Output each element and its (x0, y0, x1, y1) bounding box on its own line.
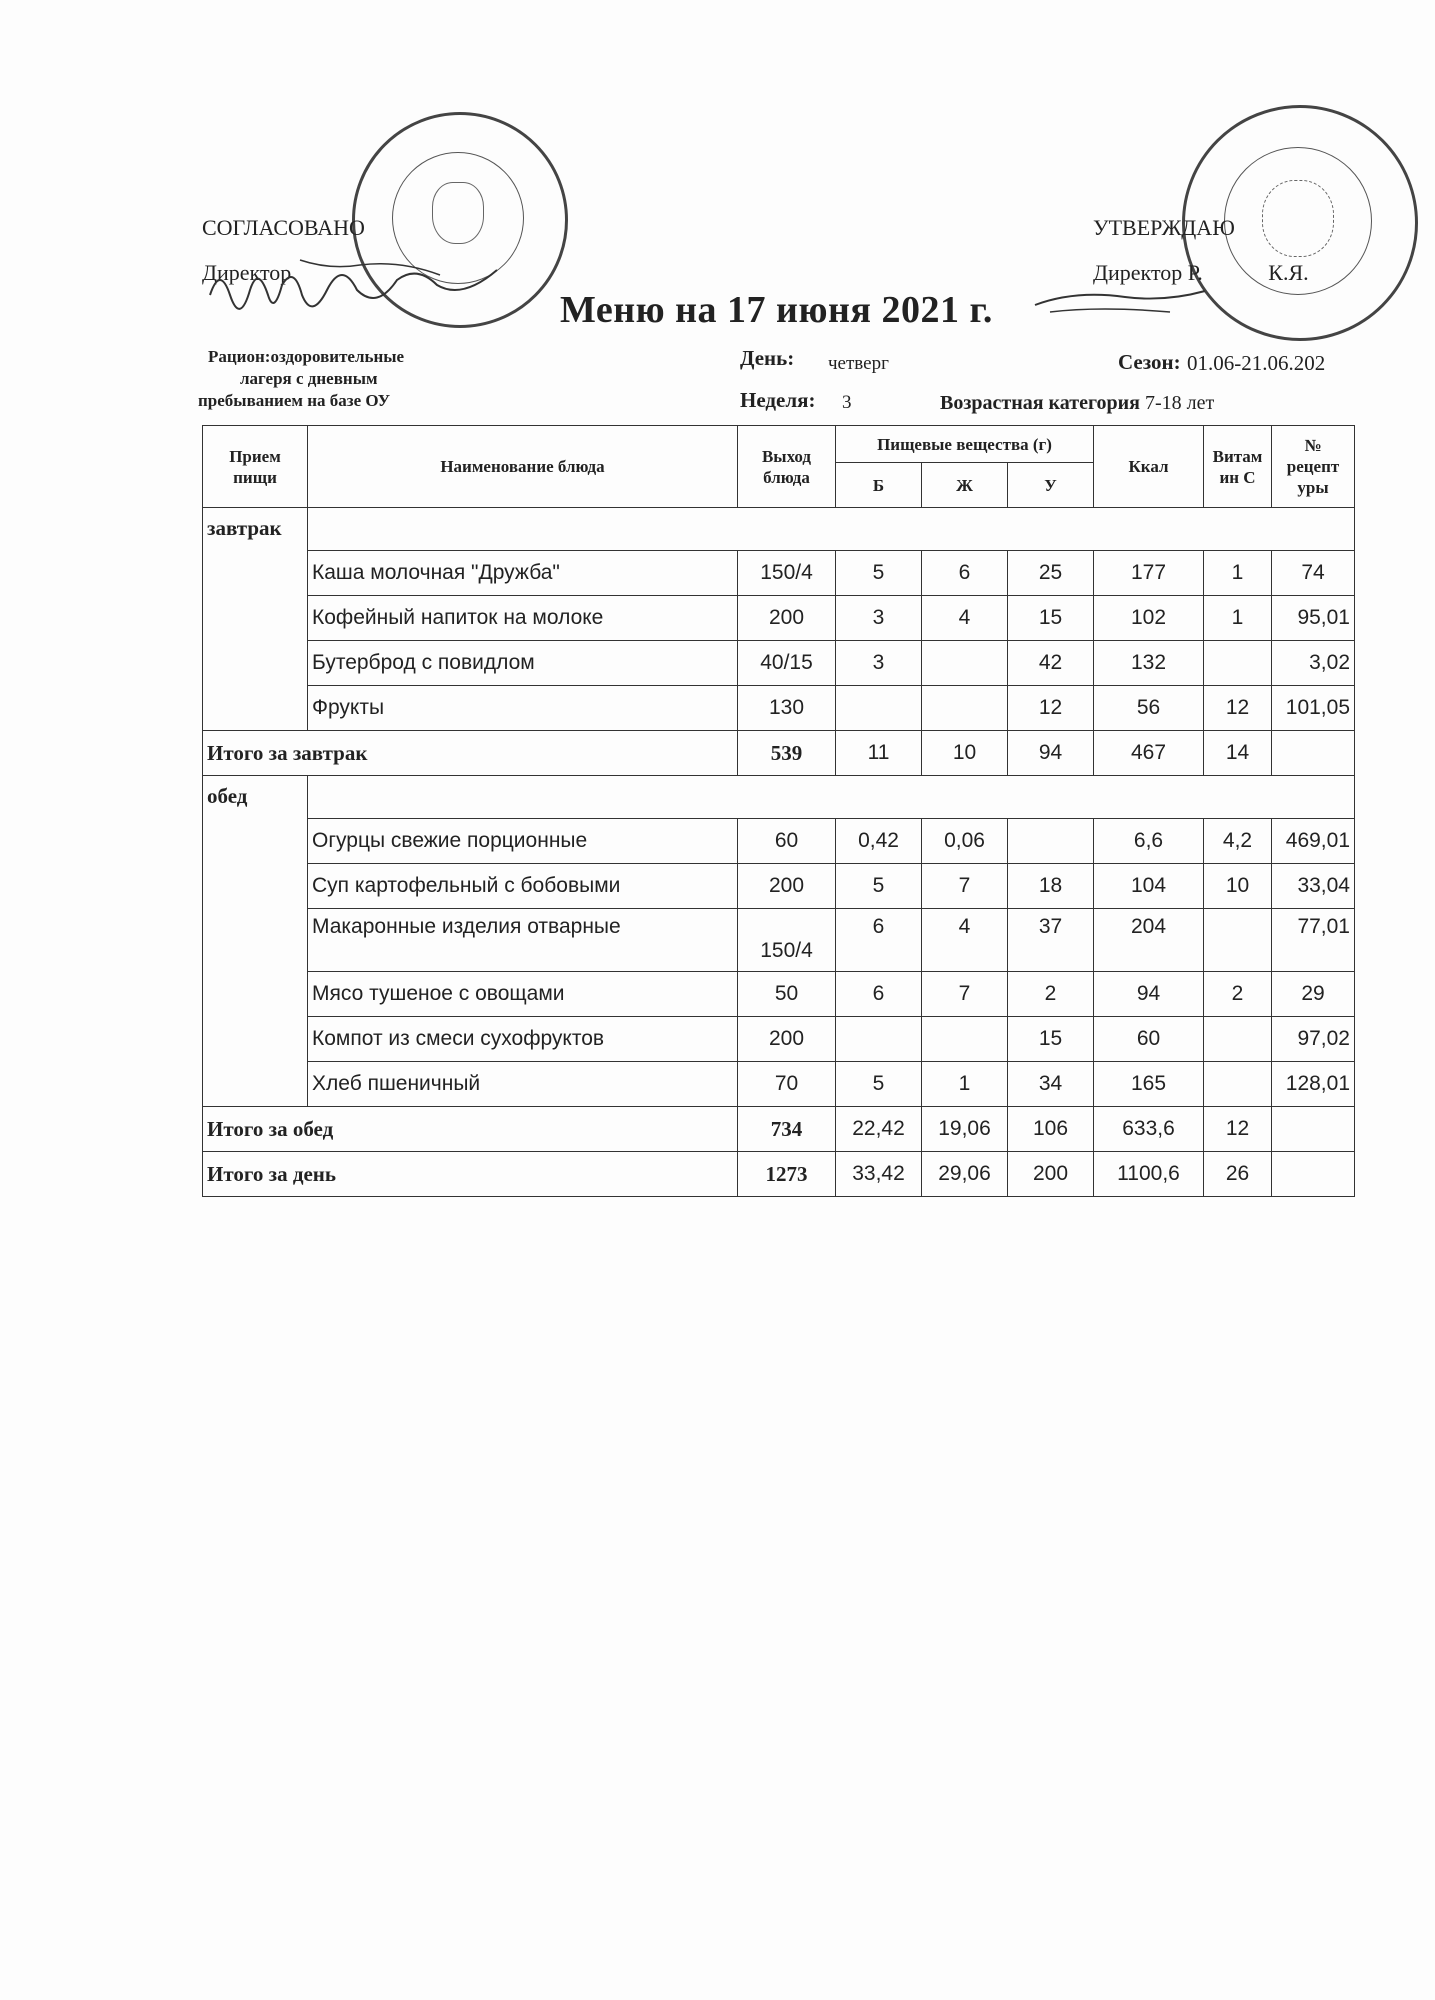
dish-output: 70 (738, 1062, 836, 1107)
total-kcal: 633,6 (1094, 1107, 1204, 1152)
table-row (203, 551, 1355, 596)
dish-output: 200 (738, 864, 836, 909)
dish-name: Кофейный напиток на молоке (308, 596, 738, 641)
dish-recipe: 3,02 (1272, 641, 1355, 686)
dish-recipe: 101,05 (1272, 686, 1355, 731)
dish-name: Бутерброд с повидлом (308, 641, 738, 686)
ration-value-1: оздоровительные (270, 347, 405, 366)
total-u: 106 (1008, 1107, 1094, 1152)
ration-line-3: пребыванием на базе ОУ (198, 391, 391, 410)
col-u: У (1008, 463, 1094, 508)
table-row (203, 972, 1355, 1017)
total-vitc: 12 (1204, 1107, 1272, 1152)
right-director-name: Р. (1187, 260, 1203, 285)
total-recipe (1272, 731, 1355, 776)
dish-zh: 0,06 (922, 819, 1008, 864)
dish-name: Компот из смеси сухофруктов (308, 1017, 738, 1062)
total-u: 200 (1008, 1152, 1094, 1197)
col-b: Б (836, 463, 922, 508)
ration-block (198, 346, 405, 412)
dish-vitc: 1 (1204, 551, 1272, 596)
dish-name: Мясо тушеное с овощами (308, 972, 738, 1017)
col-kcal: Ккал (1094, 426, 1204, 508)
dish-recipe: 97,02 (1272, 1017, 1355, 1062)
total-label: Итого за завтрак (203, 731, 738, 776)
col-recipe: № рецепт уры (1272, 426, 1355, 508)
dish-zh: 7 (922, 864, 1008, 909)
table-row (203, 909, 1355, 972)
total-b: 33,42 (836, 1152, 922, 1197)
dish-name: Фрукты (308, 686, 738, 731)
dish-recipe: 128,01 (1272, 1062, 1355, 1107)
total-output: 539 (738, 731, 836, 776)
dish-u: 42 (1008, 641, 1094, 686)
dish-zh (922, 1017, 1008, 1062)
total-recipe (1272, 1152, 1355, 1197)
dish-name: Хлеб пшеничный (308, 1062, 738, 1107)
menu-table (202, 425, 1355, 1197)
ration-label: Рацион: (208, 347, 271, 366)
dish-output: 200 (738, 1017, 836, 1062)
dish-kcal: 165 (1094, 1062, 1204, 1107)
blank-cell (308, 508, 1355, 551)
dish-name: Суп картофельный с бобовыми (308, 864, 738, 909)
dish-output: 150/4 (738, 909, 836, 972)
table-row (203, 1017, 1355, 1062)
right-stamp-emblem (1262, 180, 1334, 257)
table-row (203, 686, 1355, 731)
age-label: Возрастная категория (940, 392, 1140, 414)
dish-b: 3 (836, 596, 922, 641)
dish-output: 50 (738, 972, 836, 1017)
age-category (940, 392, 1214, 415)
dish-kcal: 177 (1094, 551, 1204, 596)
table-row (203, 819, 1355, 864)
dish-u: 37 (1008, 909, 1094, 972)
total-output: 734 (738, 1107, 836, 1152)
dish-kcal: 6,6 (1094, 819, 1204, 864)
approved-label: СОГЛАСОВАНО (202, 215, 365, 240)
dish-b: 5 (836, 551, 922, 596)
dish-u: 15 (1008, 596, 1094, 641)
day-value: четверг (828, 353, 889, 374)
dish-vitc: 10 (1204, 864, 1272, 909)
week-label: Неделя: (740, 388, 816, 412)
day-label: День: (740, 346, 795, 370)
dish-b: 3 (836, 641, 922, 686)
right-director-initials: К.Я. (1268, 260, 1309, 285)
ration-line-1 (208, 346, 404, 368)
total-kcal: 467 (1094, 731, 1204, 776)
total-kcal: 1100,6 (1094, 1152, 1204, 1197)
dish-u: 15 (1008, 1017, 1094, 1062)
dish-recipe: 33,04 (1272, 864, 1355, 909)
dish-name: Каша молочная "Дружба" (308, 551, 738, 596)
dish-vitc (1204, 641, 1272, 686)
total-zh: 29,06 (922, 1152, 1008, 1197)
table-header-row (203, 426, 1355, 463)
dish-vitc: 1 (1204, 596, 1272, 641)
approve-label: УТВЕРЖДАЮ (1093, 215, 1235, 240)
ration-line-2: лагеря с дневным (240, 369, 378, 388)
right-signature (1030, 280, 1210, 320)
total-recipe (1272, 1107, 1355, 1152)
table-row (203, 596, 1355, 641)
total-output: 1273 (738, 1152, 836, 1197)
dish-u: 25 (1008, 551, 1094, 596)
week-value: 3 (842, 392, 852, 413)
dish-recipe: 95,01 (1272, 596, 1355, 641)
dish-recipe: 77,01 (1272, 909, 1355, 972)
dish-b: 6 (836, 909, 922, 972)
dish-zh: 4 (922, 596, 1008, 641)
dish-b: 5 (836, 864, 922, 909)
breakfast-label: завтрак (203, 508, 308, 731)
left-signature (205, 250, 525, 330)
col-dish: Наименование блюда (308, 426, 738, 508)
dish-u: 18 (1008, 864, 1094, 909)
dish-vitc: 12 (1204, 686, 1272, 731)
dish-kcal: 132 (1094, 641, 1204, 686)
lunch-section-row (203, 776, 1355, 819)
total-b: 11 (836, 731, 922, 776)
dish-output: 40/15 (738, 641, 836, 686)
dish-b: 5 (836, 1062, 922, 1107)
lunch-label: обед (203, 776, 308, 1107)
dish-kcal: 60 (1094, 1017, 1204, 1062)
total-label: Итого за обед (203, 1107, 738, 1152)
col-meal: Прием пищи (203, 426, 308, 508)
dish-b: 0,42 (836, 819, 922, 864)
dish-kcal: 94 (1094, 972, 1204, 1017)
col-zh: Ж (922, 463, 1008, 508)
lunch-total-row (203, 1107, 1355, 1152)
dish-zh: 7 (922, 972, 1008, 1017)
total-b: 22,42 (836, 1107, 922, 1152)
dish-u: 2 (1008, 972, 1094, 1017)
dish-recipe: 469,01 (1272, 819, 1355, 864)
col-nutrients: Пищевые вещества (г) (836, 426, 1094, 463)
dish-zh: 4 (922, 909, 1008, 972)
dish-b (836, 686, 922, 731)
dish-u (1008, 819, 1094, 864)
dish-recipe: 29 (1272, 972, 1355, 1017)
dish-kcal: 102 (1094, 596, 1204, 641)
season-label: Сезон: (1118, 350, 1181, 374)
dish-zh: 6 (922, 551, 1008, 596)
dish-b (836, 1017, 922, 1062)
total-vitc: 14 (1204, 731, 1272, 776)
table-row (203, 1062, 1355, 1107)
dish-vitc (1204, 909, 1272, 972)
dish-kcal: 104 (1094, 864, 1204, 909)
table-row (203, 641, 1355, 686)
dish-name: Макаронные изделия отварные (308, 909, 738, 972)
right-director-label (1093, 260, 1309, 286)
dish-output: 200 (738, 596, 836, 641)
blank-cell (308, 776, 1355, 819)
dish-u: 12 (1008, 686, 1094, 731)
total-zh: 19,06 (922, 1107, 1008, 1152)
dish-vitc (1204, 1017, 1272, 1062)
dish-vitc: 4,2 (1204, 819, 1272, 864)
page-title: Меню на 17 июня 2021 г. (560, 289, 993, 331)
breakfast-total-row (203, 731, 1355, 776)
dish-vitc (1204, 1062, 1272, 1107)
dish-zh (922, 686, 1008, 731)
left-stamp-emblem (432, 182, 484, 244)
dish-output: 60 (738, 819, 836, 864)
dish-vitc: 2 (1204, 972, 1272, 1017)
total-u: 94 (1008, 731, 1094, 776)
dish-zh (922, 641, 1008, 686)
total-vitc: 26 (1204, 1152, 1272, 1197)
dish-output: 130 (738, 686, 836, 731)
dish-b: 6 (836, 972, 922, 1017)
total-label: Итого за день (203, 1152, 738, 1197)
dish-kcal: 56 (1094, 686, 1204, 731)
col-output: Выход блюда (738, 426, 836, 508)
left-director-label: Директор (202, 260, 292, 285)
dish-zh: 1 (922, 1062, 1008, 1107)
dish-recipe: 74 (1272, 551, 1355, 596)
table-row (203, 864, 1355, 909)
age-value: 7-18 лет (1145, 392, 1215, 414)
total-zh: 10 (922, 731, 1008, 776)
dish-u: 34 (1008, 1062, 1094, 1107)
dish-kcal: 204 (1094, 909, 1204, 972)
season-value: 01.06-21.06.202 (1187, 351, 1326, 375)
dish-name: Огурцы свежие порционные (308, 819, 738, 864)
breakfast-section-row (203, 508, 1355, 551)
right-director-role: Директор (1093, 260, 1183, 285)
day-total-row (203, 1152, 1355, 1197)
col-vitc: Витам ин С (1204, 426, 1272, 508)
dish-output: 150/4 (738, 551, 836, 596)
